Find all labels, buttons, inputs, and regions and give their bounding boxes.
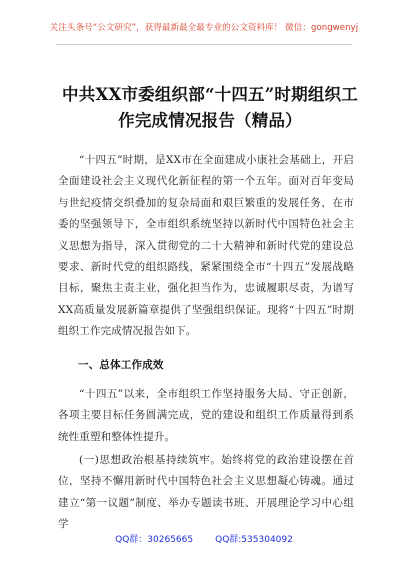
paragraph-overall-results: “十四五”以来，全市组织工作坚持服务大局、守正创新，各项主要目标任务圆满完成，党的建设和组织工作质量得到系统性重塑和整体性提升。: [58, 388, 354, 443]
paragraph-political-foundation: (一)思想政治根基持续筑牢。始终将党的政治建设摆在首位，坚持不懈用新时代中国特色社会主义思想凝心铸魂。通过建立“第一议题”制度、举办专题读书班、开展理论学习中心组学: [58, 454, 354, 531]
section-heading-overall-results: 一、总体工作成效: [78, 359, 164, 371]
header-divider: [56, 44, 352, 45]
footer-qq-group-2: QQ群:535304092: [215, 535, 293, 545]
paragraph-intro: “十四五”时期，是XX市在全面建成小康社会基础上，开启全面建设社会主义现代化新征程的第一个五年。面对百年变局与世纪疫情交织叠加的复杂局面和艰巨繁重的发展任务，在市委的坚强领导下，全市组织系统坚持以新时代中国特色社会主义思想为指导，深入贯彻党的二十大精神和新时代党的建设总要求、新时代党的组织路线，紧紧围绕全市“十四五”发展战略目标，聚焦主责主业，强化担当作为，忠诚履职尽责，为谱写XX高质量发展新篇章提供了坚强组织保证。现将“十四五”时期组织工作完成情况报告如下。: [58, 154, 354, 338]
document-title: 中共XX市委组织部“十四五”时期组织工作完成情况报告（精品）: [62, 85, 358, 130]
footer-qq-group-1: QQ群：30265665: [115, 535, 194, 545]
header-banner: 关注头条号“公文研究”，获得最新最全最专业的公文资料库！ 微信：gongwenyj: [49, 23, 359, 33]
footer-contacts: [0, 532, 408, 545]
